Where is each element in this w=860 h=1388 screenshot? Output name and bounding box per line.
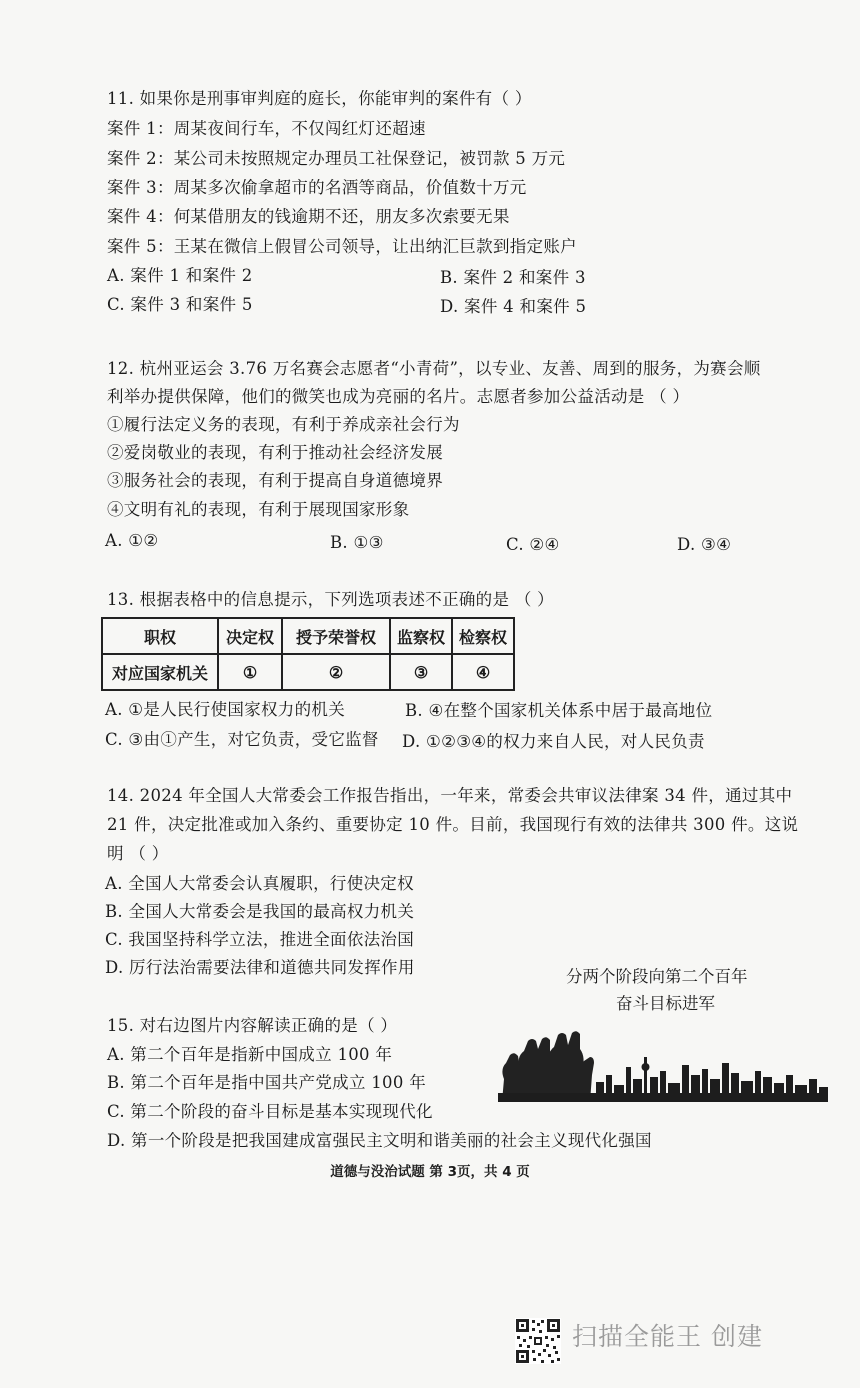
q11-case-4: 案件 4：何某借朋友的钱逾期不还，朋友多次索要无果 <box>107 207 510 226</box>
table-cell: 授予荣誉权 <box>282 618 390 654</box>
q11-stem: 11. 如果你是刑事审判庭的庭长，你能审判的案件有（ ） <box>107 89 532 108</box>
table-header-row <box>102 618 514 654</box>
scanner-watermark: 扫描全能王 创建 <box>572 1322 763 1351</box>
q14-option-c[interactable]: C. 我国坚持科学立法，推进全面依法治国 <box>105 930 415 949</box>
q15-option-c[interactable]: C. 第二个阶段的奋斗目标是基本实现现代化 <box>107 1102 433 1121</box>
q15-option-b[interactable]: B. 第二个百年是指中国共产党成立 100 年 <box>107 1073 426 1092</box>
q13-option-c[interactable]: C. ③由①产生，对它负责，受它监督 <box>105 730 379 749</box>
q11-option-d[interactable]: D. 案件 4 和案件 5 <box>440 297 587 316</box>
image-caption-line-2: 奋斗目标进军 <box>616 994 715 1013</box>
table-cell: 决定权 <box>218 618 282 654</box>
table-cell: 监察权 <box>390 618 452 654</box>
q13-stem: 13. 根据表格中的信息提示，下列选项表述不正确的是 （ ） <box>107 590 554 609</box>
q15-stem: 15. 对右边图片内容解读正确的是（ ） <box>107 1016 398 1035</box>
table-cell: ② <box>282 654 390 690</box>
table-cell: ④ <box>452 654 514 690</box>
qr-code-icon <box>515 1318 561 1364</box>
q12-stem-line-2: 利举办提供保障，他们的微笑也成为亮丽的名片。志愿者参加公益活动是 （ ） <box>107 387 690 406</box>
q12-option-d[interactable]: D. ③④ <box>677 535 732 554</box>
q12-item-2: ②爱岗敬业的表现，有利于推动社会经济发展 <box>107 443 443 462</box>
table-cell: ① <box>218 654 282 690</box>
table-row <box>102 654 514 690</box>
skyline-fists-image <box>498 1027 828 1102</box>
table-cell: 对应国家机关 <box>102 654 218 690</box>
q12-option-b[interactable]: B. ①③ <box>330 533 384 552</box>
q12-option-a[interactable]: A. ①② <box>105 531 159 550</box>
q13-option-a[interactable]: A. ①是人民行使国家权力的机关 <box>105 700 345 719</box>
q14-stem-line-3: 明 （ ） <box>107 844 169 863</box>
q11-option-b[interactable]: B. 案件 2 和案件 3 <box>440 268 586 287</box>
q11-case-3: 案件 3：周某多次偷拿超市的名酒等商品，价值数十万元 <box>107 178 527 197</box>
q15-option-d[interactable]: D. 第一个阶段是把我国建成富强民主文明和谐美丽的社会主义现代化强国 <box>107 1131 652 1150</box>
table-cell: 检察权 <box>452 618 514 654</box>
q11-option-a[interactable]: A. 案件 1 和案件 2 <box>107 266 253 285</box>
q12-item-1: ①履行法定义务的表现，有利于养成亲社会行为 <box>107 415 460 434</box>
q13-option-b[interactable]: B. ④在整个国家机关体系中居于最高地位 <box>405 701 713 720</box>
q15-option-a[interactable]: A. 第二个百年是指新中国成立 100 年 <box>107 1045 393 1064</box>
q14-option-b[interactable]: B. 全国人大常委会是我国的最高权力机关 <box>105 902 415 921</box>
q12-stem-line-1: 12. 杭州亚运会 3.76 万名赛会志愿者“小青荷”，以专业、友善、周到的服务，为赛会顺 <box>107 359 761 378</box>
q11-case-2: 案件 2：某公司未按照规定办理员工社保登记，被罚款 5 万元 <box>107 149 566 168</box>
table-cell: ③ <box>390 654 452 690</box>
q12-item-4: ④文明有礼的表现，有利于展现国家形象 <box>107 500 410 519</box>
q14-stem-line-2: 21 件，决定批准或加入条约、重要协定 10 件。目前，我国现行有效的法律共 300 件。这说 <box>107 815 799 834</box>
q14-option-d[interactable]: D. 厉行法治需要法律和道德共同发挥作用 <box>105 958 415 977</box>
image-caption-line-1: 分两个阶段向第二个百年 <box>566 967 748 986</box>
q14-stem-line-1: 14. 2024 年全国人大常委会工作报告指出，一年来，常委会共审议法律案 34 件，通过其中 <box>107 786 793 805</box>
q11-case-5: 案件 5：王某在微信上假冒公司领导，让出纳汇巨款到指定账户 <box>107 237 577 256</box>
q13-table <box>101 617 515 691</box>
q12-option-c[interactable]: C. ②④ <box>506 535 560 554</box>
table-cell: 职权 <box>102 618 218 654</box>
q11-option-c[interactable]: C. 案件 3 和案件 5 <box>107 295 253 314</box>
q12-item-3: ③服务社会的表现，有利于提高自身道德境界 <box>107 471 443 490</box>
q11-case-1: 案件 1：周某夜间行车，不仅闯红灯还超速 <box>107 119 426 138</box>
page-footer: 道德与没治试题 第 3页，共 4 页 <box>330 1164 530 1180</box>
q14-option-a[interactable]: A. 全国人大常委会认真履职，行使决定权 <box>105 874 414 893</box>
q13-option-d[interactable]: D. ①②③④的权力来自人民，对人民负责 <box>402 732 705 751</box>
